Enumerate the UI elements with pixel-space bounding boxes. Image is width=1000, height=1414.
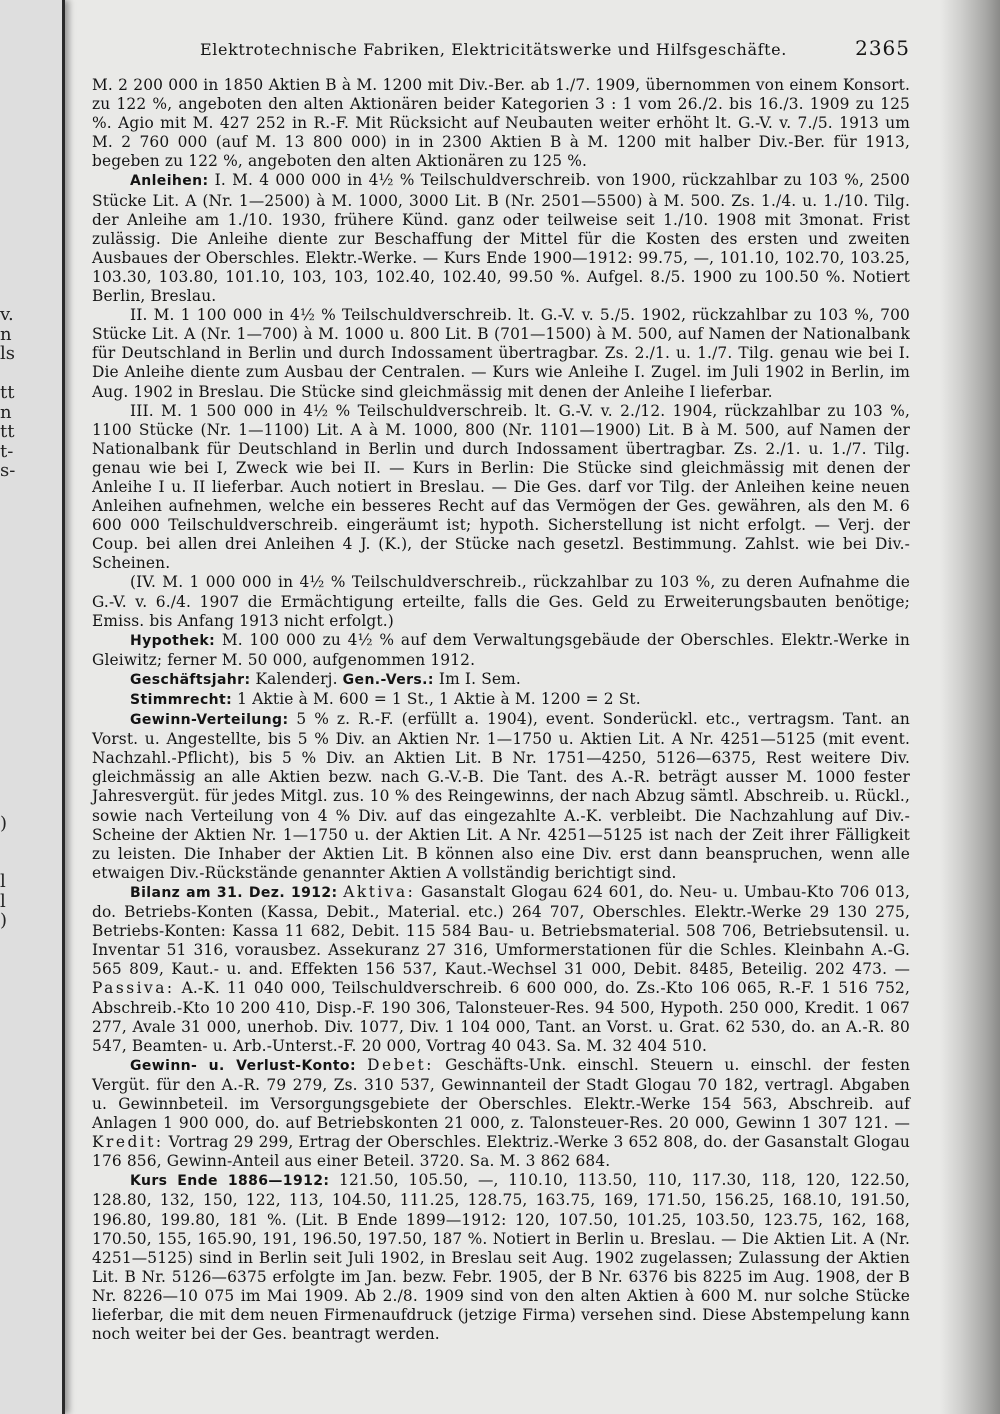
section-label-hypothek: Hypothek: xyxy=(130,632,216,649)
anleihen-text: I. M. 4 000 000 in 4½ % Teilschuldverschreib. von 1900, rückzahlbar zu 103 %, 2500 Stücke Lit. A (Nr. 1—2500) à M. 1000, 3000 Lit. B (Nr. 2501—5500) à M. 500. Zs. 1./4. u. 1./10. Tilg. der Anleihe am 1./10. 1930, frühere Künd. ganz oder teilweise seit 1./10. 1908 mit 3monat. Frist zulässig. Die Anleihe diente zur Beschaffung der Mittel für die Kosten des ersten und zweiten Ausbaues der Oberschles. Elektr.-Werke. — Kurs Ende 1900—1912: 99.75, —, 101.10, 102.70, 103.25, 103.30, 103.80, 101.10, 103, 103, 102.40, 102.40, 99.50 %. Aufgel. 8./5. 1900 zu 100.50 %. Notiert Berlin, Breslau. xyxy=(92,171,910,306)
hypothek-text: M. 100 000 zu 4½ % auf dem Verwaltungsgebäude der Oberschles. Elektr.-Werke in Gleiwitz; ferner M. 50 000, aufgenommen 1912. xyxy=(92,630,910,669)
margin-fragment: n xyxy=(0,323,12,345)
kredit-word: Kredit: xyxy=(92,1133,164,1152)
margin-fragment: tt xyxy=(0,421,15,442)
debet-word: Debet: xyxy=(367,1055,434,1074)
adjacent-page-text-fragments xyxy=(0,305,20,931)
gen-vers-text: Im I. Sem. xyxy=(433,669,521,688)
section-label-anleihen: Anleihen: xyxy=(130,173,209,190)
margin-fragment xyxy=(0,364,20,384)
section-label-gewinn-verteilung: Gewinn-Verteilung: xyxy=(130,712,289,729)
margin-fragment: ) xyxy=(0,910,8,931)
margin-fragment: v. xyxy=(0,304,14,325)
section-label-bilanz: Bilanz am 31. Dez. 1912: xyxy=(130,884,338,901)
margin-fragment: ) xyxy=(0,812,8,834)
margin-fragment: tt xyxy=(0,382,15,403)
passiva-word: Passiva: xyxy=(92,979,175,998)
paragraph-anleihe-3: III. M. 1 500 000 in 4½ % Teilschuldverschreib. lt. G.-V. v. 2./12. 1904, rückzahlbar zu 103 %, 1100 Stücke (Nr. 1—1100) Lit. A à M. 1000, 800 (Nr. 1101—1900) Lit. B à M. 500, auf Namen der Nationalbank für Deutschland in Berlin und durch Indossament übertragbar. Zs. 2./1. u. 1./7. Tilg. genau wie bei I, Zweck wie bei II. — Kurs in Berlin: Die Stücke sind gleichmässig mit denen der Anleihe I u. II lieferbar. Auch notiert in Breslau. — Die Ges. darf vor Tilg. der Anleihen keine neuen Anleihen aufnehmen, welche ein besseres Recht auf das Vermögen der Ges. gewähren, als den M. 6 600 000 Teilschuldverschreib. eingeräumt ist; hypoth. Sicherstellung ist nicht erfolgt. — Verj. der Coup. bei allen drei Anleihen 4 J. (K.), der Stücke nach gesetzl. Bestimmung. Zahlst. wie bei Div.-Scheinen. xyxy=(92,401,910,573)
margin-fragment: l xyxy=(0,871,6,892)
page-content xyxy=(92,36,910,1344)
margin-fragment: n xyxy=(0,401,12,423)
geschaeftsjahr-text: Kalenderj. xyxy=(250,669,343,688)
paragraph-gewinn-verlust xyxy=(92,1056,910,1172)
margin-fragment: s- xyxy=(0,460,16,481)
section-label-geschaeftsjahr: Geschäftsjahr: xyxy=(130,671,251,688)
stimmrecht-text: 1 Aktie à M. 600 = 1 St., 1 Aktie à M. 1200 = 2 St. xyxy=(232,690,641,708)
aktiva-word: Aktiva: xyxy=(343,882,416,901)
section-label-gen-vers: Gen.-Vers.: xyxy=(342,671,434,688)
margin-fragment xyxy=(0,833,20,853)
section-label-kurs: Kurs Ende 1886—1912: xyxy=(130,1173,330,1190)
margin-gap xyxy=(0,481,20,814)
paragraph-kurs xyxy=(92,1171,910,1344)
guv-kredit-text: Vortrag 29 299, Ertrag der Oberschles. Elektriz.-Werke 3 652 808, do. der Gasanstalt Glogau 176 856, Gewinn-Anteil aus einer Beteil. 3720. Sa. M. 3 862 684. xyxy=(92,1133,910,1171)
gewinn-verteilung-text: 5 % z. R.-F. (erfüllt a. 1904), event. Sonderückl. etc., vertragsm. Tant. an Vorst. u. Angestellte, bis 5 % Div. an Aktien Nr. 1—1750 u. Aktien Lit. A Nr. 4251—5125 (mit event. Nachzahl.-Pflicht), bis 5 % Div. an Aktien Lit. B Nr. 1751—4250, 5126—6375, Rest weitere Div. gleichmässig an alle Aktien bezw. nach G.-V.-B. Die Tant. des A.-R. beträgt ausser M. 1000 fester Jahresvergüt. für jedes Mitgl. zus. 10 % des Reingewinns, der nach Abzug sämtl. Abschreib. u. Rückl., sowie nach Verteilung von 4 % Div. auf das eingezahlte A.-K. verbleibt. Die Nachzahlung auf Div.-Scheine der Aktien Nr. 1—1750 u. der Aktien Lit. A Nr. 4251—5125 ist nach der Zeit ihrer Fälligkeit zu leisten. Die Inhaber der Aktien Lit. B können also eine Div. erst dann beanspruchen, wenn alle etwaigen Div.-Rückstände genannter Aktien A vollständig berichtigt sind. xyxy=(92,710,910,882)
margin-fragment: l xyxy=(0,890,6,912)
running-header-title: Elektrotechnische Fabriken, Elektricitätswerke und Hilfsgeschäfte. xyxy=(200,40,787,59)
guv-debet-text: Geschäfts-Unk. einschl. Steuern u. einschl. der festen Vergüt. für den A.-R. 79 279, Zs. 310 537, Gewinnanteil der Stadt Glogau 70 182, vertragl. Abgaben u. Gewinnbeteil. im Versorgungsgebiete der Oberschles. Elektr.-Werke 154 563, Abschreib. auf Anlagen 1 900 000, do. auf Betriebskonten 21 000, z. Talonsteuer-Res. 20 000, Gewinn 1 307 121. — xyxy=(92,1055,910,1133)
paragraph-anleihe-2: II. M. 1 100 000 in 4½ % Teilschuldverschreib. lt. G.-V. v. 5./5. 1902, rückzahlbar zu 103 %, 700 Stücke Lit. A (Nr. 1—700) à M. 1000 u. 800 Lit. B (701—1500) à M. 500, auf Namen der Nationalbank für Deutschland in Berlin und durch Indossament übertragbar. Zs. 2./1. u. 1./7. Tilg. genau wie bei I. Die Anleihe diente zum Ausbau der Centralen. — Kurs wie Anleihe I. Zugel. im Juli 1902 in Berlin, im Aug. 1902 in Breslau. Die Stücke sind gleichmässig mit denen der Anleihe I lieferbar. xyxy=(92,306,910,401)
paragraph-bilanz xyxy=(92,883,910,1056)
paragraph-hypothek xyxy=(92,631,910,670)
paragraph-geschaeftsjahr xyxy=(92,670,910,690)
margin-fragment xyxy=(0,853,20,873)
bilanz-aktiva-text: Gasanstalt Glogau 624 601, do. Neu- u. Umbau-Kto 706 013, do. Betriebs-Konten (Kassa, Debit., Material. etc.) 264 707, Oberschles. Elektr.-Werke 29 130 275, Betriebs-Konten: Kassa 11 682, Debit. 115 584 Bau- u. Betriebsmaterial. 508 706, Betriebsutensil. u. Inventar 51 316, vorausbez. Assekuranz 27 316, Umformerstationen für die Schles. Kleinbahn A.-G. 565 809, Kaut.- u. and. Effekten 156 537, Kaut.-Wechsel 31 000, Debit. 8485, Beteilig. 202 473. — xyxy=(92,882,910,979)
paragraph-capital-increase: M. 2 200 000 in 1850 Aktien B à M. 1200 mit Div.-Ber. ab 1./7. 1909, übernommen von einem Konsort. zu 122 %, angeboten den alten Aktionären beider Kategorien 3 : 1 vom 26./2. bis 16./3. 1909 zu 125 %. Agio mit M. 427 252 in R.-F. Mit Rücksicht auf Neubauten weiter erhöht lt. G.-V. v. 7./5. 1913 um M. 2 760 000 (auf M. 13 800 000) in in 2300 Aktien B à M. 1200 mit halber Div.-Ber. für 1913, begeben zu 122 %, angeboten den alten Aktionären zu 125 %. xyxy=(92,76,910,171)
paragraph-anleihen xyxy=(92,171,910,306)
bilanz-passiva-text: A.-K. 11 040 000, Teilschuldverschreib. 6 600 000, do. Zs.-Kto 106 065, R.-F. 1 516 752, Abschreib.-Kto 10 200 410, Disp.-F. 190 306, Talonsteuer-Res. 94 500, Hypoth. 250 000, Kredit. 1 067 277, Avale 31 000, unerhob. Div. 1077, Div. 1 104 000, Tant. an Vorst. u. Grat. 62 530, do. an A.-R. 80 547, Beamten- u. Arb.-Unterst.-F. 20 000, Vortrag 40 043. Sa. M. 32 404 510. xyxy=(92,979,910,1055)
running-header xyxy=(92,36,910,68)
book-gutter-shadow xyxy=(940,0,1000,1414)
paragraph-gewinn-verteilung xyxy=(92,710,910,883)
section-label-stimmrecht: Stimmrecht: xyxy=(130,692,233,708)
kurs-text: 121.50, 105.50, —, 110.10, 113.50, 110, 117.30, 118, 120, 122.50, 128.80, 132, 150, 122, 113, 104.50, 111.25, 128.75, 163.75, 169, 171.50, 156.25, 168.10, 191.50, 196.80, 199.80, 181 %. (Lit. B Ende 1899—1912: 120, 107.50, 101.25, 103.50, 123.75, 162, 168, 170.50, 155, 165.90, 191, 196.50, 197.50, 187 %. Notiert in Berlin u. Breslau. — Die Aktien Lit. A (Nr. 4251—5125) sind in Berlin seit Juli 1902, in Breslau seit Aug. 1902 zugelassen; Zulassung der Aktien Lit. B Nr. 5126—6375 erfolgte im Jan. bezw. Febr. 1905, der B Nr. 6376 bis 8225 im Aug. 1908, der B Nr. 8226—10 075 im Mai 1909. Ab 2./8. 1909 sind von den alten Aktien à 600 M. nur solche Stücke lieferbar, die mit dem neuen Firmenaufdruck (jetzige Firma) versehen sind. Diese Abstempelung kann noch weiter bei der Ges. beantragt werden. xyxy=(92,1171,910,1344)
margin-fragment: ls xyxy=(0,343,15,364)
paragraph-stimmrecht xyxy=(92,690,910,710)
adjacent-page-edge xyxy=(0,0,65,1414)
margin-fragment: t- xyxy=(0,440,14,462)
paragraph-anleihe-4: (IV. M. 1 000 000 in 4½ % Teilschuldverschreib., rückzahlbar zu 103 %, zu deren Aufnahme die G.-V. v. 6./4. 1907 die Ermächtigung erteilte, falls die Ges. Geld zu Erweiterungsbauten benötige; Emiss. bis Anfang 1913 nicht erfolgt.) xyxy=(92,573,910,630)
section-label-gewinn-verlust: Gewinn- u. Verlust-Konto: xyxy=(130,1057,356,1074)
page-number: 2365 xyxy=(855,36,910,60)
